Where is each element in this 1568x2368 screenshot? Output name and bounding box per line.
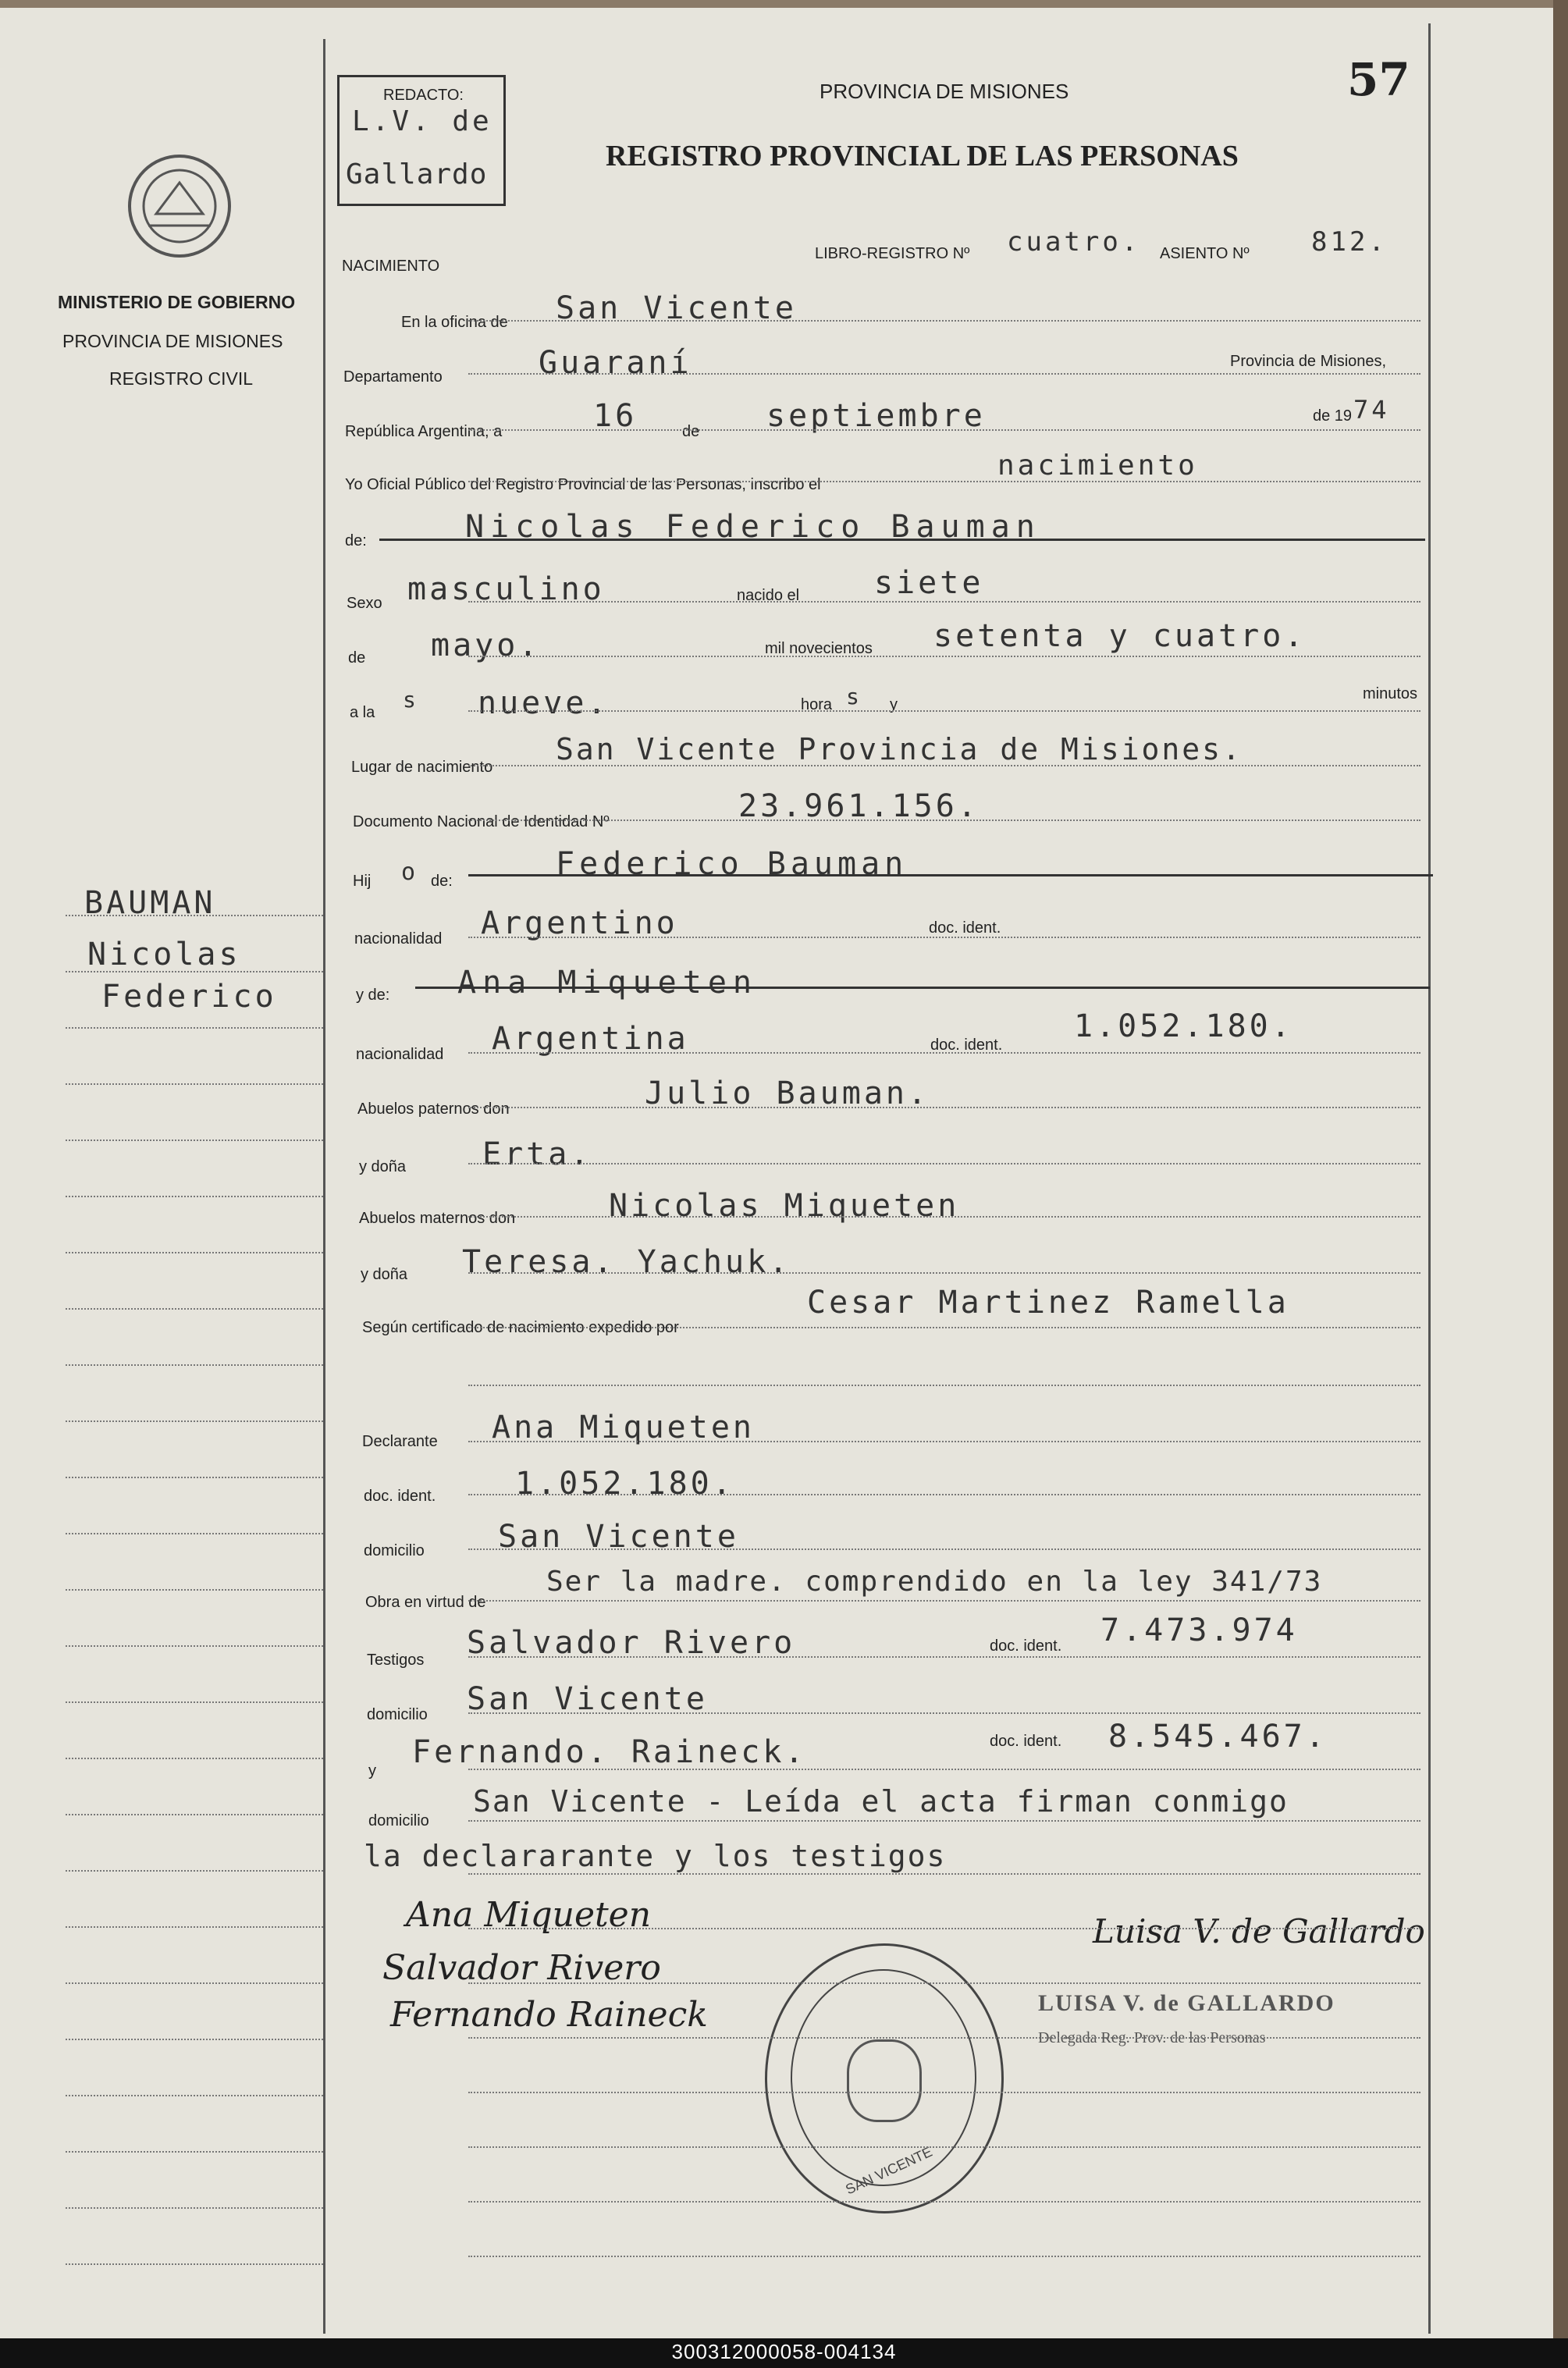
form-dotted-line [468, 1441, 1420, 1442]
act-type: NACIMIENTO [342, 258, 440, 275]
provincia-label: Provincia de Misiones, [1230, 353, 1387, 370]
margin-dotted-line [66, 2207, 323, 2209]
libro-label: LIBRO-REGISTRO Nº [815, 245, 970, 262]
margin-dotted-line [66, 1364, 323, 1366]
seal-emblem-icon [847, 2039, 922, 2122]
form-dotted-line [468, 656, 1420, 657]
testigo1-doc-value: 7.473.974 [1100, 1612, 1298, 1648]
margin-dotted-line [66, 1420, 323, 1422]
nac-madre-value: Argentina [492, 1021, 689, 1057]
signature-declarante: Ana Miqueten [406, 1895, 652, 1935]
testigos-label: Testigos [367, 1652, 425, 1669]
margin-second-name: Federico [101, 979, 277, 1015]
testigo1-dom-value: San Vicente [467, 1681, 708, 1717]
form-dotted-line [468, 1769, 1420, 1770]
oficial-value: nacimiento [997, 450, 1198, 482]
ab-mat-label: Abuelos maternos don [359, 1210, 516, 1227]
nombre-value: Nicolas Federico Bauman [465, 509, 1041, 545]
obra-value: Ser la madre. comprendido en la ley 341/73 [546, 1566, 1323, 1598]
form-dotted-line [468, 1107, 1420, 1108]
signature-testigo2: Fernando Raineck [390, 1995, 708, 2035]
testigo1-doc-label: doc. ident. [990, 1637, 1062, 1655]
closing-text: la declararante y los testigos [364, 1839, 947, 1873]
form-dotted-line [468, 1820, 1420, 1822]
margin-dotted-line [66, 2039, 323, 2040]
form-dotted-line [468, 1656, 1420, 1658]
ala-s: s [403, 687, 419, 713]
testigo2-doc-label: doc. ident. [990, 1733, 1062, 1750]
margin-dotted-line [66, 1308, 323, 1310]
official-stamp-name: LUISA V. de GALLARDO [1038, 1990, 1335, 2016]
declarante-doc-label: doc. ident. [364, 1488, 436, 1505]
nac-padre-value: Argentino [481, 905, 678, 941]
form-dotted-line [468, 937, 1420, 938]
form-dotted-line [468, 1494, 1420, 1495]
province-heading: PROVINCIA DE MISIONES [820, 80, 1069, 103]
form-dotted-line [468, 320, 1420, 322]
mes-value: septiembre [766, 398, 986, 434]
declarante-doc-value: 1.052.180. [515, 1466, 734, 1502]
ab-mat-dona-value: Teresa. Yachuk. [462, 1244, 791, 1280]
testigo2-doc-value: 8.545.467. [1108, 1719, 1328, 1755]
signature-official: Luisa V. de Gallardo [1093, 1912, 1425, 1950]
mother-solid-rule [415, 987, 1430, 989]
form-dotted-line [468, 1216, 1420, 1218]
testigo2-value: Fernando. Raineck. [412, 1734, 807, 1770]
form-dotted-line [468, 2201, 1420, 2203]
ab-pat-value: Julio Bauman. [645, 1076, 930, 1111]
form-dotted-line [468, 1928, 1420, 1929]
doc-madre-value: 1.052.180. [1074, 1008, 1293, 1044]
margin-dotted-line [66, 915, 323, 916]
form-dotted-line [468, 2146, 1420, 2148]
anio-label: de 19 [1313, 407, 1353, 425]
ab-pat-label: Abuelos paternos don [357, 1100, 510, 1118]
form-dotted-line [468, 710, 1420, 712]
testigo2-dom-label: domicilio [368, 1812, 429, 1829]
docid-madre-label: doc. ident. [930, 1036, 1003, 1054]
margin-dotted-line [66, 1814, 323, 1815]
mes2-value: mayo. [431, 628, 541, 663]
form-dotted-line [468, 1327, 1420, 1328]
asiento-value: 812. [1311, 226, 1388, 258]
nacido-value: siete [874, 565, 984, 601]
redacto-line1: L.V. de [352, 105, 492, 137]
declarante-dom-value: San Vicente [498, 1519, 739, 1555]
document-title: REGISTRO PROVINCIAL DE LAS PERSONAS [606, 140, 1239, 172]
form-dotted-line [468, 1548, 1420, 1550]
padre-value: Federico Bauman [556, 846, 908, 882]
ab-mat-value: Nicolas Miqueten [609, 1188, 960, 1224]
redacto-box [337, 75, 506, 206]
form-dotted-line [468, 820, 1420, 821]
margin-dotted-line [66, 2095, 323, 2096]
madre-value: Ana Miqueten [457, 965, 758, 1001]
image-caption: 300312000058-004134 [671, 2340, 897, 2363]
right-margin-rule [1428, 23, 1431, 2334]
ab-pat-dona-value: Erta. [482, 1136, 592, 1172]
margin-dotted-line [66, 1926, 323, 1928]
form-dotted-line [468, 373, 1420, 375]
testigo1-value: Salvador Rivero [467, 1625, 796, 1661]
hijo-de-label: de: [431, 873, 453, 890]
form-dotted-line [468, 1873, 1420, 1875]
margin-dotted-line [66, 1701, 323, 1703]
docid-padre-label: doc. ident. [929, 919, 1001, 937]
signature-testigo1: Salvador Rivero [382, 1948, 661, 1988]
testigo2-dom-value: San Vicente - Leída el acta firman conmigo [473, 1784, 1289, 1819]
form-dotted-line [468, 1052, 1420, 1054]
form-dotted-line [468, 1712, 1420, 1714]
nac-madre-label: nacionalidad [356, 1046, 444, 1063]
margin-first-name: Nicolas [87, 937, 241, 972]
form-dotted-line [468, 1385, 1420, 1386]
margin-dotted-line [66, 2263, 323, 2265]
hijo-label: Hij [353, 873, 372, 890]
margin-dotted-line [66, 1252, 323, 1253]
margin-dotted-line [66, 971, 323, 972]
fecha-de-label: de [682, 423, 700, 440]
nacido-label: nacido el [737, 587, 800, 604]
dni-label: Documento Nacional de Identidad Nº [353, 813, 610, 830]
form-dotted-line [468, 481, 1420, 482]
sexo-value: masculino [407, 571, 605, 607]
form-dotted-line [468, 2037, 1420, 2039]
margin-dotted-line [66, 1083, 323, 1085]
ministry-line1: MINISTERIO DE GOBIERNO [58, 292, 296, 312]
margin-dotted-line [66, 1477, 323, 1478]
de2-label: de [348, 649, 366, 667]
libro-value: cuatro. [1007, 226, 1141, 258]
form-dotted-line [468, 2092, 1420, 2093]
yde-label: y de: [356, 987, 390, 1004]
declarante-label: Declarante [362, 1433, 438, 1450]
margin-dotted-line [66, 2151, 323, 2153]
form-dotted-line [468, 1163, 1420, 1164]
sexo-label: Sexo [347, 595, 382, 612]
father-solid-rule [468, 874, 1433, 876]
lugar-label: Lugar de nacimiento [351, 759, 493, 776]
ministry-line2: PROVINCIA DE MISIONES [62, 331, 283, 351]
margin-dotted-line [66, 1140, 323, 1141]
departamento-label: Departamento [343, 368, 443, 386]
cert-value: Cesar Martinez Ramella [807, 1285, 1289, 1321]
oficial-label: Yo Oficial Público del Registro Provincial de las Personas, inscribo el [345, 476, 821, 493]
redacto-label: REDACTO: [383, 87, 464, 104]
redacto-line2: Gallardo [346, 158, 488, 190]
margin-dotted-line [66, 1533, 323, 1534]
ab-mat-dona-label: y doña [361, 1266, 408, 1283]
departamento-value: Guaraní [539, 345, 692, 381]
hora-s: s [846, 684, 862, 709]
oficina-value: San Vicente [556, 290, 797, 326]
ab-pat-dona-label: y doña [359, 1158, 407, 1175]
dni-value: 23.961.156. [738, 788, 980, 824]
form-dotted-line [468, 1272, 1420, 1274]
margin-dotted-line [66, 1196, 323, 1197]
mil-label: mil novecientos [765, 640, 873, 657]
hijo-o: o [401, 859, 419, 886]
declarante-value: Ana Miqueten [492, 1410, 755, 1445]
left-margin-rule [323, 39, 325, 2334]
official-stamp-role: Delegada Reg. Prov. de las Personas [1038, 2029, 1266, 2046]
y-label: y [890, 696, 898, 713]
obra-label: Obra en virtud de [365, 1594, 486, 1611]
seal-text: SAN VICENTE [843, 2143, 935, 2198]
minutos-label: minutos [1363, 685, 1418, 702]
ala-label: a la [350, 704, 375, 721]
oficina-label: En la oficina de [401, 314, 508, 331]
margin-dotted-line [66, 1027, 323, 1029]
republica-label: República Argentina, a [345, 423, 503, 440]
margin-dotted-line [66, 1982, 323, 1984]
testigo2-y-label: y [368, 1762, 376, 1780]
form-dotted-line [468, 765, 1420, 766]
anio2-value: setenta y cuatro. [933, 618, 1307, 654]
asiento-label: ASIENTO Nº [1160, 245, 1250, 262]
folio-number: 57 [1347, 53, 1410, 106]
hora-label: hora [801, 696, 833, 713]
form-dotted-line [468, 2256, 1420, 2257]
hora-value: nueve. [478, 685, 610, 721]
margin-dotted-line [66, 1645, 323, 1647]
testigo1-dom-label: domicilio [367, 1706, 428, 1723]
margin-dotted-line [66, 1870, 323, 1872]
form-dotted-line [468, 1982, 1420, 1984]
ministry-line3: REGISTRO CIVIL [109, 368, 254, 389]
margin-dotted-line [66, 1758, 323, 1759]
nac-padre-label: nacionalidad [354, 930, 443, 948]
declarante-dom-label: domicilio [364, 1542, 425, 1559]
form-dotted-line [468, 429, 1420, 431]
dia-value: 16 [593, 398, 638, 434]
cert-label: Según certificado de nacimiento expedido por [362, 1319, 679, 1336]
form-dotted-line [468, 601, 1420, 603]
name-solid-rule [379, 539, 1425, 541]
lugar-value: San Vicente Provincia de Misiones. [556, 732, 1243, 766]
de-nombre-label: de: [345, 532, 367, 549]
provincial-emblem [125, 151, 234, 261]
anio-value: 74 [1353, 395, 1390, 425]
margin-dotted-line [66, 1589, 323, 1591]
margin-surname: BAUMAN [84, 885, 216, 921]
form-dotted-line [468, 1600, 1420, 1602]
